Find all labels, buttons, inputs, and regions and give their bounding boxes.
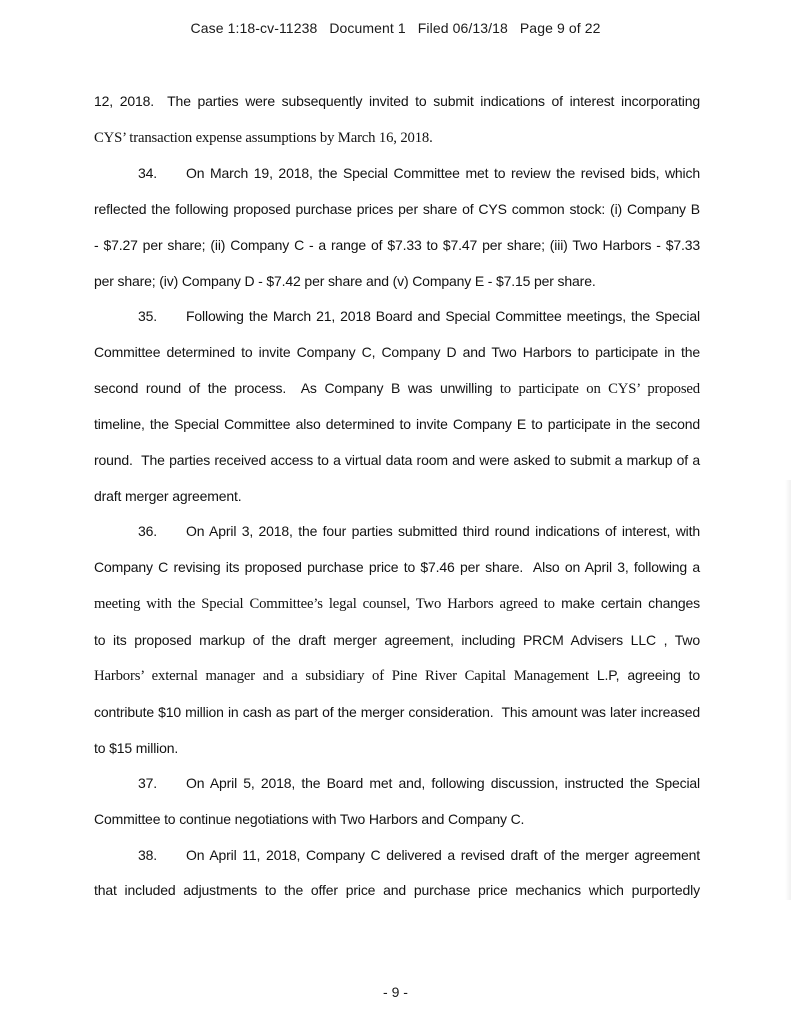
text-run: - $7.27 per share; (ii) Company C - a range of $7.33 to $7.47 per share; (iii) Two Harbors - $7.33 bbox=[94, 236, 700, 253]
text-run: to $15 million. bbox=[94, 739, 179, 756]
scan-edge-artifact bbox=[785, 480, 791, 900]
paragraph bbox=[94, 84, 700, 156]
text-run: timeline, the Special Committee also determined to invite Company E to participate in the second bbox=[94, 416, 700, 433]
paragraph-number: 38. bbox=[138, 846, 158, 863]
text-line bbox=[94, 658, 700, 695]
paragraph-number: 37. bbox=[138, 775, 158, 792]
text-run: Harbors’ external manager and a subsidiary of Pine River Capital Management bbox=[94, 668, 589, 685]
text-run: Following the March 21, 2018 Board and Special Committee meetings, the Special bbox=[186, 308, 700, 325]
text-line bbox=[94, 371, 700, 408]
text-run: Company C revising its proposed purchase price to $7.46 per share. Also on April 3, following a bbox=[94, 559, 700, 576]
text-line bbox=[94, 623, 700, 659]
paragraph-number: 34. bbox=[138, 165, 158, 182]
text-run: per share; (iv) Company D - $7.42 per share and (v) Company E - $7.15 per share. bbox=[94, 272, 596, 289]
paragraph-number: 35. bbox=[138, 308, 158, 325]
text-line bbox=[94, 120, 700, 157]
text-run: to participate on CYS’ proposed bbox=[492, 380, 700, 397]
text-line bbox=[94, 479, 700, 515]
document-body bbox=[94, 84, 700, 909]
text-line bbox=[94, 514, 700, 550]
text-line bbox=[94, 695, 700, 731]
paragraph bbox=[94, 838, 700, 909]
text-line bbox=[94, 586, 700, 623]
paragraph-number: 36. bbox=[138, 523, 158, 540]
paragraph bbox=[94, 299, 700, 514]
text-line bbox=[94, 335, 700, 371]
text-run: meeting with the Special Committee’s legal counsel, Two Harbors agreed to bbox=[94, 595, 555, 612]
text-run: On April 3, 2018, the four parties submitted third round indications of interest, with bbox=[186, 523, 700, 540]
text-line bbox=[94, 802, 700, 838]
text-line bbox=[94, 443, 700, 479]
text-run: second round of the process. As Company B was unwilling bbox=[94, 379, 493, 396]
page-number: - 9 - bbox=[383, 984, 408, 1000]
text-run: L.P, agreeing to bbox=[588, 667, 700, 684]
paragraph bbox=[94, 766, 700, 837]
paragraph bbox=[94, 514, 700, 766]
text-line bbox=[94, 838, 700, 874]
text-line bbox=[94, 873, 700, 909]
text-run: round. The parties received access to a virtual data room and were asked to submit a markup of a bbox=[94, 452, 700, 469]
paragraph bbox=[94, 156, 700, 299]
text-run: CYS’ transaction expense assumptions by March 16, 2018. bbox=[94, 129, 433, 146]
text-run: Committee determined to invite Company C, Company D and Two Harbors to participate in the bbox=[94, 343, 700, 360]
text-line bbox=[94, 407, 700, 443]
text-line bbox=[94, 550, 700, 586]
text-line bbox=[94, 264, 700, 300]
text-run: that included adjustments to the offer price and purchase price mechanics which purportedly bbox=[94, 882, 700, 899]
text-line bbox=[94, 192, 700, 228]
text-run: draft merger agreement. bbox=[94, 487, 242, 504]
text-run: 12, 2018. The parties were subsequently invited to submit indications of interest incorporating bbox=[94, 93, 700, 109]
text-run: to its proposed markup of the draft merger agreement, including PRCM Advisers LLC , Two bbox=[94, 631, 700, 648]
text-run: reflected the following proposed purchase prices per share of CYS common stock: (i) Company B bbox=[94, 201, 700, 218]
text-line bbox=[94, 228, 700, 264]
text-run: On April 5, 2018, the Board met and, following discussion, instructed the Special bbox=[186, 775, 700, 792]
text-run: contribute $10 million in cash as part of the merger consideration. This amount was later increased bbox=[94, 703, 700, 720]
text-run: Committee to continue negotiations with Two Harbors and Company C. bbox=[94, 811, 525, 828]
text-line bbox=[94, 731, 700, 767]
text-line bbox=[94, 766, 700, 802]
text-line bbox=[94, 299, 700, 335]
text-line bbox=[94, 156, 700, 192]
ecf-stamp-header: Case 1:18-cv-11238 Document 1 Filed 06/13/18 Page 9 of 22 bbox=[190, 20, 601, 36]
text-run: On March 19, 2018, the Special Committee met to review the revised bids, which bbox=[186, 165, 700, 182]
text-run: On April 11, 2018, Company C delivered a revised draft of the merger agreement bbox=[186, 846, 700, 863]
text-run: make certain changes bbox=[554, 594, 700, 611]
text-line bbox=[94, 84, 700, 120]
